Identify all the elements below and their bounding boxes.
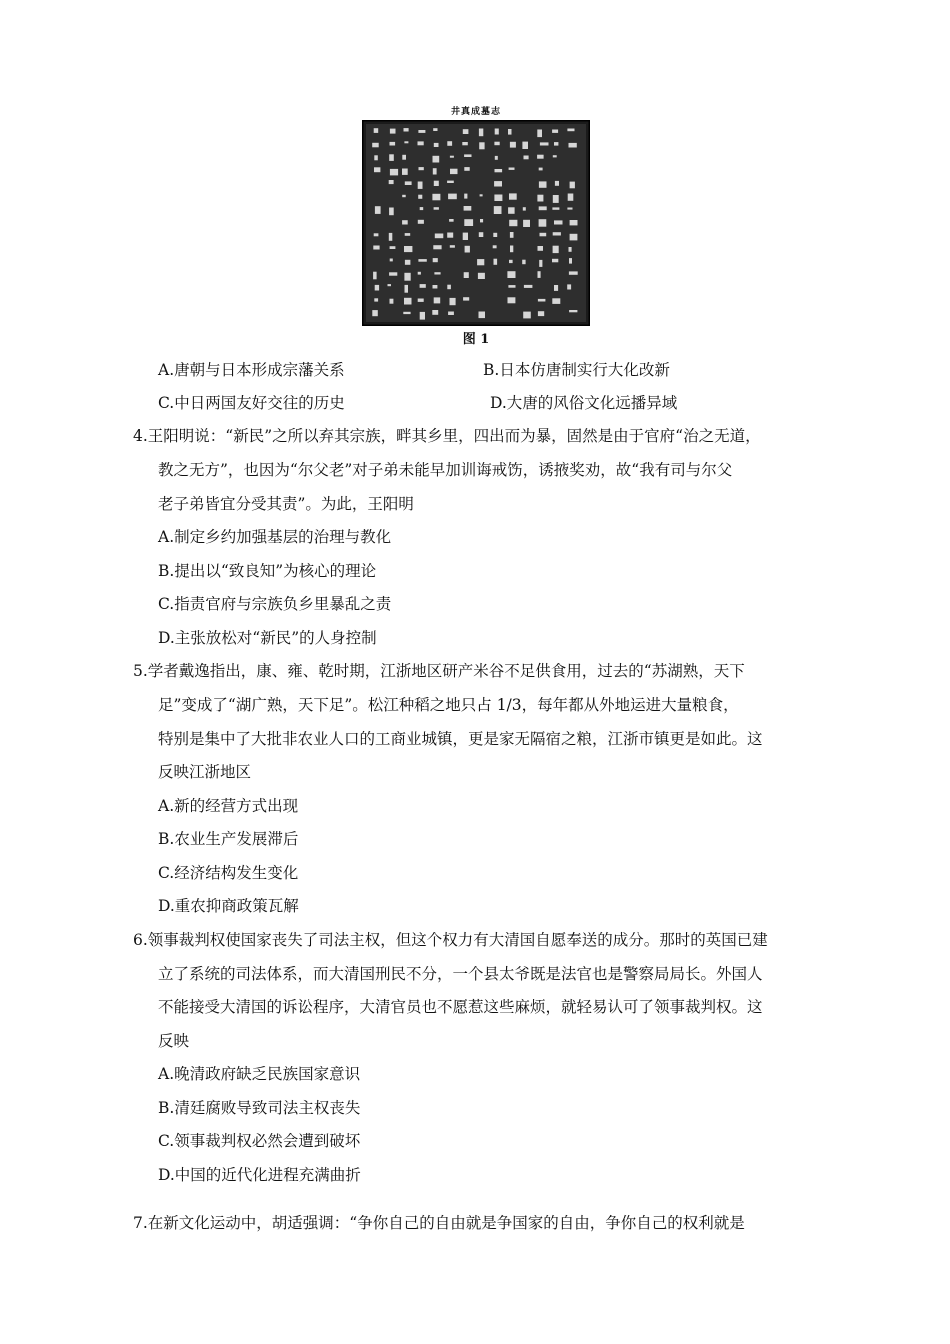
rubbing-glyph-mark bbox=[375, 285, 379, 291]
rubbing-glyph-mark bbox=[390, 129, 396, 134]
rubbing-glyph-mark bbox=[538, 311, 544, 316]
rubbing-glyph-mark bbox=[464, 219, 473, 226]
rubbing-glyph-mark bbox=[495, 169, 503, 172]
rubbing-glyph-mark bbox=[537, 155, 544, 159]
q5-stem-line-3: 特别是集中了大批非农业人口的工商业城镇，更是家无隔宿之粮，江浙市镇更是如此。这 bbox=[158, 730, 763, 748]
rubbing-glyph-mark bbox=[432, 310, 438, 315]
rubbing-glyph-mark bbox=[404, 128, 409, 131]
rubbing-glyph-mark bbox=[418, 220, 424, 224]
rubbing-glyph-mark bbox=[402, 169, 408, 175]
rubbing-glyph-mark bbox=[464, 206, 472, 211]
rubbing-glyph-mark bbox=[418, 141, 424, 145]
rubbing-glyph-mark bbox=[539, 206, 547, 210]
q3-option-b: B.日本仿唐制实行大化改新 bbox=[483, 361, 670, 379]
q5-option-b: B.农业生产发展滞后 bbox=[158, 830, 299, 848]
rubbing-glyph-mark bbox=[480, 194, 483, 196]
rubbing-glyph-mark bbox=[552, 130, 558, 133]
q4-option-c: C.指责官府与宗族负乡里暴乱之责 bbox=[158, 595, 392, 613]
rubbing-glyph-mark bbox=[523, 220, 530, 227]
rubbing-glyph-mark bbox=[479, 232, 484, 237]
rubbing-glyph-mark bbox=[552, 259, 558, 263]
rubbing-glyph-mark bbox=[463, 297, 469, 300]
rubbing-glyph-mark bbox=[507, 271, 515, 278]
q5-option-c: C.经济结构发生变化 bbox=[158, 864, 299, 882]
rubbing-glyph-mark bbox=[420, 312, 425, 320]
rubbing-glyph-mark bbox=[449, 219, 454, 222]
rubbing-glyph-mark bbox=[418, 272, 421, 275]
rubbing-glyph-mark bbox=[390, 299, 394, 304]
rubbing-glyph-mark bbox=[464, 194, 467, 199]
rubbing-glyph-mark bbox=[450, 245, 455, 248]
q6-stem-line-2: 立了系统的司法体系，而大清国刑民不分，一个县太爷既是法官也是警察局局长。外国人 bbox=[158, 965, 763, 983]
q7-stem-line-1: 7.在新文化运动中，胡适强调：“争你自己的自由就是争国家的自由，争你自己的权利就是 bbox=[133, 1214, 745, 1232]
rubbing-glyph-mark bbox=[389, 154, 394, 161]
rubbing-glyph-mark bbox=[405, 233, 411, 236]
rubbing-glyph-mark bbox=[537, 130, 542, 138]
rubbing-glyph-mark bbox=[419, 167, 424, 170]
rubbing-glyph-mark bbox=[494, 195, 502, 202]
rubbing-glyph-mark bbox=[434, 143, 439, 147]
rubbing-glyph-mark bbox=[509, 220, 517, 226]
rubbing-glyph-mark bbox=[418, 259, 426, 262]
rubbing-glyph-mark bbox=[494, 181, 502, 186]
q4-option-a: A.制定乡约加强基层的治理与教化 bbox=[158, 528, 392, 546]
rubbing-glyph-mark bbox=[404, 273, 410, 281]
rubbing-glyph-mark bbox=[538, 271, 541, 278]
rubbing-glyph-mark bbox=[433, 156, 440, 163]
rubbing-glyph-mark bbox=[552, 207, 559, 209]
rubbing-glyph-mark bbox=[434, 207, 439, 210]
rubbing-glyph-mark bbox=[494, 259, 498, 265]
rubbing-glyph-mark bbox=[493, 233, 497, 237]
rubbing-glyph-mark bbox=[493, 245, 497, 248]
rubbing-glyph-mark bbox=[450, 156, 454, 158]
rubbing-glyph-mark bbox=[569, 143, 577, 148]
rubbing-glyph-mark bbox=[524, 285, 533, 288]
rubbing-glyph-mark bbox=[448, 312, 454, 316]
rubbing-glyph-mark bbox=[539, 181, 547, 187]
rubbing-glyph-mark bbox=[372, 143, 379, 148]
rubbing-glyph-mark bbox=[389, 272, 397, 275]
rubbing-glyph-mark bbox=[405, 285, 409, 293]
rubbing-glyph-mark bbox=[553, 195, 559, 203]
rubbing-glyph-mark bbox=[433, 245, 441, 249]
rubbing-glyph-mark bbox=[524, 156, 529, 160]
rubbing-glyph-mark bbox=[374, 298, 378, 301]
q3-option-d: D.大唐的风俗文化远播异域 bbox=[490, 394, 678, 412]
rubbing-glyph-mark bbox=[373, 246, 379, 250]
rubbing-glyph-mark bbox=[433, 258, 438, 262]
rubbing-glyph-mark bbox=[523, 207, 526, 210]
rubbing-glyph-mark bbox=[567, 208, 572, 210]
rubbing-glyph-mark bbox=[552, 298, 560, 304]
q6-option-d: D.中国的近代化进程充满曲折 bbox=[158, 1166, 361, 1184]
rubbing-glyph-mark bbox=[464, 167, 469, 171]
rubbing-glyph-mark bbox=[480, 219, 483, 222]
rubbing-glyph-mark bbox=[479, 312, 486, 319]
rubbing-glyph-mark bbox=[523, 312, 531, 319]
rubbing-glyph-mark bbox=[433, 285, 438, 289]
q6-option-a: A.晚清政府缺乏民族国家意识 bbox=[158, 1065, 361, 1083]
rubbing-glyph-mark bbox=[568, 194, 574, 201]
rubbing-glyph-mark bbox=[495, 156, 498, 160]
q6-option-c: C.领事裁判权必然会遭到破坏 bbox=[158, 1132, 361, 1150]
rubbing-glyph-mark bbox=[435, 234, 444, 239]
rubbing-glyph-mark bbox=[537, 195, 543, 202]
q5-stem-line-1: 5.学者戴逸指出，康、雍、乾时期，江浙地区研产米谷不足供食用，过去的“苏湖熟，天下 bbox=[133, 662, 745, 680]
rubbing-glyph-mark bbox=[388, 284, 392, 286]
rubbing-glyph-mark bbox=[463, 233, 468, 240]
q5-option-a: A.新的经营方式出现 bbox=[158, 797, 299, 815]
rubbing-glyph-mark bbox=[389, 233, 393, 241]
rubbing-glyph-mark bbox=[570, 234, 578, 241]
rubbing-glyph-mark bbox=[569, 247, 572, 252]
rubbing-glyph-mark bbox=[538, 299, 546, 302]
rubbing-glyph-mark bbox=[418, 130, 425, 133]
rubbing-glyph-mark bbox=[569, 271, 578, 274]
rubbing-glyph-mark bbox=[510, 232, 514, 238]
rubbing-glyph-mark bbox=[569, 258, 572, 264]
rubbing-glyph-mark bbox=[477, 259, 484, 265]
rubbing-glyph-mark bbox=[494, 142, 499, 146]
rubbing-glyph-mark bbox=[402, 195, 406, 197]
rubbing-glyph-mark bbox=[554, 220, 563, 224]
rubbing-glyph-mark bbox=[553, 232, 561, 235]
q3-option-a: A.唐朝与日本形成宗藩关系 bbox=[158, 361, 345, 379]
rubbing-glyph-mark bbox=[390, 246, 396, 249]
rubbing-glyph-mark bbox=[479, 129, 483, 137]
rubbing-glyph-mark bbox=[522, 260, 525, 265]
rubbing-glyph-mark bbox=[375, 206, 381, 214]
rubbing-glyph-mark bbox=[403, 312, 410, 314]
rubbing-glyph-mark bbox=[553, 155, 557, 157]
figure-top-caption: 井真成墓志 bbox=[450, 107, 501, 117]
rubbing-glyph-mark bbox=[390, 142, 396, 146]
rubbing-glyph-mark bbox=[509, 168, 515, 170]
rubbing-glyph-mark bbox=[539, 219, 547, 227]
rubbing-glyph-mark bbox=[567, 284, 571, 289]
rubbing-glyph-mark bbox=[540, 233, 547, 237]
rubbing-glyph-mark bbox=[447, 233, 453, 238]
q6-stem-line-1: 6.领事裁判权使国家丧失了司法主权，但这个权力有大清国自愿奉送的成分。那时的英国已建 bbox=[133, 931, 768, 949]
rubbing-glyph-mark bbox=[522, 142, 528, 149]
rubbing-glyph-mark bbox=[374, 155, 378, 160]
rubbing-glyph-mark bbox=[538, 246, 544, 251]
rubbing-glyph-mark bbox=[447, 285, 451, 290]
q4-option-b: B.提出以“致良知”为核心的理论 bbox=[158, 562, 377, 580]
q4-option-d: D.主张放松对“新民”的人身控制 bbox=[158, 629, 377, 647]
rubbing-glyph-mark bbox=[374, 128, 379, 133]
rubbing-glyph-mark bbox=[434, 272, 440, 274]
rubbing-glyph-mark bbox=[405, 260, 411, 265]
rubbing-glyph-mark bbox=[494, 206, 502, 214]
rubbing-glyph-mark bbox=[373, 272, 377, 280]
rubbing-glyph-mark bbox=[462, 142, 468, 145]
rubbing-glyph-mark bbox=[509, 193, 517, 199]
rubbing-glyph-mark bbox=[447, 141, 452, 146]
figure-label: 图 1 bbox=[462, 332, 490, 347]
q5-stem-line-2: 足”变成了“湖广熟，天下足”。松江种稻之地只占 1/3，每年都从外地运进大量粮食， bbox=[158, 696, 739, 714]
rubbing-glyph-mark bbox=[420, 284, 426, 288]
rubbing-glyph-mark bbox=[539, 260, 542, 267]
rubbing-glyph-mark bbox=[569, 310, 577, 312]
rubbing-glyph-mark bbox=[554, 285, 558, 291]
q6-stem-line-3: 不能接受大清国的诉讼程序，大清官员也不愿惹这些麻烦，就轻易认可了领事裁判权。这 bbox=[158, 998, 763, 1016]
q4-stem-line-3: 老子弟皆宜分受其责”。为此，王阳明 bbox=[158, 495, 414, 513]
rubbing-glyph-mark bbox=[389, 180, 394, 184]
rubbing-glyph-mark bbox=[464, 272, 469, 278]
rubbing-glyph-mark bbox=[405, 181, 412, 185]
rubbing-glyph-mark bbox=[418, 299, 424, 302]
rubbing-glyph-mark bbox=[402, 155, 406, 160]
rubbing-glyph-mark bbox=[448, 194, 457, 200]
rubbing-glyph-mark bbox=[418, 195, 422, 199]
rubbing-glyph-mark bbox=[434, 297, 441, 303]
q4-stem-line-2: 教之无方”，也因为“尔父老”对子弟未能早加训诲戒饬，诱掖奖劝，故“我有司与尔父 bbox=[158, 461, 733, 479]
rubbing-glyph-mark bbox=[374, 167, 380, 172]
rubbing-glyph-mark bbox=[554, 142, 558, 146]
rubbing-glyph-mark bbox=[508, 207, 514, 214]
rubbing-glyph-mark bbox=[389, 208, 394, 216]
rubbing-glyph-mark bbox=[540, 142, 549, 145]
q4-stem-line-1: 4.王阳明说：“新民”之所以弃其宗族，畔其乡里，四出而为暴，固然是由于官府“治之无道， bbox=[133, 427, 761, 445]
rubbing-glyph-mark bbox=[420, 207, 424, 210]
rubbing-glyph-mark bbox=[570, 220, 578, 225]
q5-stem-line-4: 反映江浙地区 bbox=[158, 763, 252, 781]
rubbing-glyph-mark bbox=[450, 169, 458, 174]
rubbing-glyph-mark bbox=[495, 129, 499, 135]
q3-option-c: C.中日两国友好交往的历史 bbox=[158, 394, 345, 412]
rubbing-glyph-mark bbox=[463, 129, 469, 134]
rubbing-glyph-mark bbox=[390, 169, 398, 176]
rubbing-glyph-mark bbox=[510, 246, 513, 253]
rubbing-glyph-mark bbox=[390, 259, 393, 262]
rubbing-glyph-mark bbox=[447, 181, 454, 183]
rubbing-glyph-mark bbox=[402, 220, 408, 224]
rubbing-glyph-mark bbox=[418, 182, 423, 189]
rubbing-glyph-mark bbox=[539, 168, 543, 171]
rubbing-glyph-mark bbox=[508, 129, 512, 135]
rubbing-glyph-mark bbox=[404, 298, 412, 305]
rubbing-glyph-mark bbox=[508, 285, 515, 288]
q6-option-b: B.清廷腐败导致司法主权丧失 bbox=[158, 1099, 361, 1117]
rubbing-glyph-mark bbox=[433, 128, 437, 131]
rubbing-glyph-mark bbox=[555, 181, 559, 186]
stele-rubbing-image bbox=[362, 120, 590, 326]
rubbing-glyph-mark bbox=[404, 141, 408, 143]
rubbing-glyph-mark bbox=[478, 273, 485, 279]
rubbing-glyph-mark bbox=[465, 246, 470, 253]
rubbing-glyph-mark bbox=[567, 129, 574, 132]
rubbing-glyph-mark bbox=[372, 310, 378, 316]
rubbing-glyph-mark bbox=[479, 142, 484, 149]
rubbing-glyph-mark bbox=[553, 246, 559, 253]
rubbing-glyph-mark bbox=[434, 181, 439, 186]
rubbing-glyph-mark bbox=[374, 233, 379, 236]
rubbing-glyph-mark bbox=[433, 168, 437, 174]
rubbing-glyph-mark bbox=[464, 154, 471, 157]
q6-stem-line-4: 反映 bbox=[158, 1032, 190, 1050]
rubbing-glyph-mark bbox=[450, 298, 456, 305]
q5-option-d: D.重农抑商政策瓦解 bbox=[158, 897, 299, 915]
rubbing-glyph-mark bbox=[404, 246, 412, 252]
rubbing-glyph-mark bbox=[510, 142, 516, 148]
rubbing-glyph-mark bbox=[432, 194, 440, 201]
rubbing-glyph-mark bbox=[509, 260, 513, 263]
rubbing-glyph-mark bbox=[508, 297, 516, 303]
rubbing-glyph-mark bbox=[570, 182, 575, 189]
